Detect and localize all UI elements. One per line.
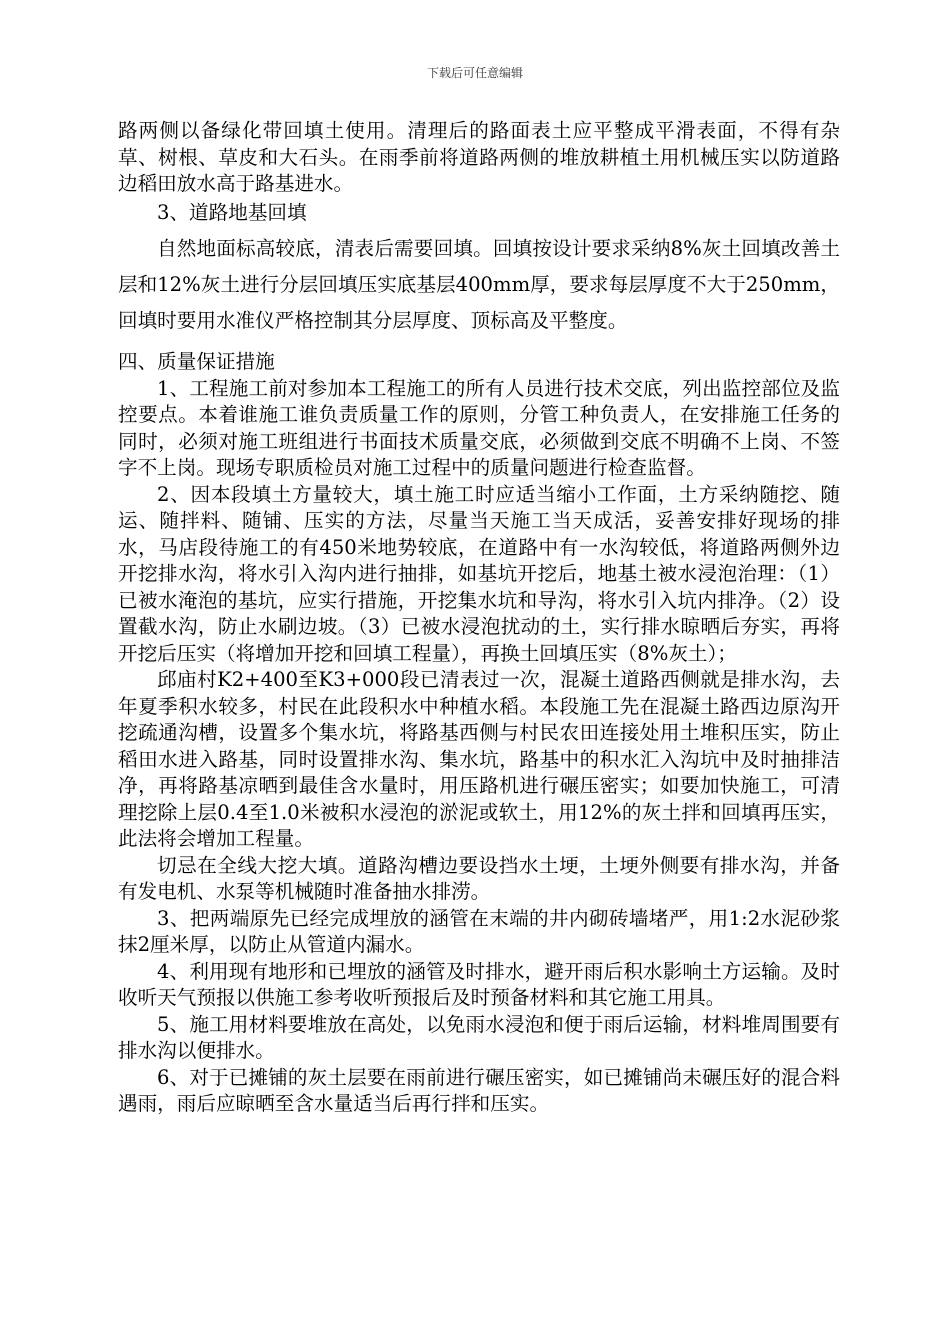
paragraph-item-5: 5、施工用材料要堆放在高处，以免雨水浸泡和便于雨后运输，材料堆周围要有排水沟以便排水。: [118, 1012, 840, 1062]
paragraph-item-3: 3、把两端原先已经完成埋放的涵管在末端的井内砌砖墙堵严，用1:2水泥砂浆抹2厘米厚，以防止从管道内漏水。: [118, 906, 840, 956]
paragraph-item-6: 6、对于已摊铺的灰土层要在雨前进行碾压密实，如已摊铺尚未碾压好的混合料遇雨，雨后应晾晒至含水量适当后再行拌和压实。: [118, 1065, 840, 1115]
page-header: 下载后可任意编辑: [426, 66, 523, 80]
paragraph-qiumiao: 邱庙村K2+400至K3+000段已清表过一次，混凝土道路西侧就是排水沟，去年夏季积水较多，村民在此段积水中种植水稻。本段施工先在混凝土路西边原沟开挖疏通沟槽，设置多个集水坑，将路基西侧与村民农田连接处用土堆积压实，防止稻田水进入路基，同时设置排水沟、集水坑，路基中的积水汇入沟坑中及时抽排洁净，再将路基凉晒到最佳含水量时，用压路机进行碾压密实；如要加快施工，可清理挖除上层0.4至1.0米被积水浸泡的淤泥或软土，用12%的灰土拌和回填再压实，此法将会增加工程量。: [118, 668, 840, 850]
paragraph-backfill: 自然地面标高较底，清表后需要回填。回填按设计要求采纳8%灰土回填改善土层和12%灰土进行分层回填压实底基层400mm厚，要求每层厚度不大于250mm，回填时要用水准仪严格控制其分层厚度、顶标高及平整度。: [118, 237, 840, 332]
paragraph-caution: 切忌在全线大挖大填。道路沟槽边要设挡水土埂，土埂外侧要有排水沟，并备有发电机、水泵等机械随时准备抽水排涝。: [118, 853, 840, 903]
subheading-foundation-backfill: 3、道路地基回填: [157, 200, 307, 224]
document-body: [118, 118, 840, 1118]
section-heading-quality: 四、质量保证措施: [118, 350, 275, 373]
paragraph-cleanup: 路两侧以备绿化带回填土使用。清理后的路面表土应平整成平滑表面，不得有杂草、树根、草皮和大石头。在雨季前将道路两侧的堆放耕植土用机械压实以防道路边稻田放水高于路基进水。: [118, 119, 840, 195]
paragraph-item-4: 4、利用现有地形和已埋放的涵管及时排水，避开雨后积水影响土方运输。及时收听天气预报以供施工参考收听预报后及时预备材料和其它施工用具。: [118, 959, 840, 1009]
paragraph-item-1: 1、工程施工前对参加本工程施工的所有人员进行技术交底，列出监控部位及监控要点。本着谁施工谁负责质量工作的原则，分管工种负责人，在安排施工任务的同时，必须对施工班组进行书面技术质量交底，必须做到交底不明确不上岗、不签字不上岗。现场专职质检员对施工过程中的质量问题进行检查监督。: [118, 376, 840, 479]
paragraph-item-2: 2、因本段填土方量较大，填土施工时应适当缩小工作面，土方采纳随挖、随运、随拌料、随铺、压实的方法，尽量当天施工当天成活，妥善安排好现场的排水，马店段待施工的有450米地势较底，在道路中有一水沟较低，将道路两侧外边开挖排水沟，将水引入沟内进行抽排，如基坑开挖后，地基土被水浸泡治理：（1）已被水淹泡的基坑，应实行措施，开挖集水坑和导沟，将水引入坑内排净。（2）设置截水沟，防止水刷边坡。（3）已被水浸泡扰动的土，实行排水晾晒后夯实，再将开挖后压实（将增加开挖和回填工程量），再换土回填压实（8%灰土）；: [118, 482, 840, 665]
